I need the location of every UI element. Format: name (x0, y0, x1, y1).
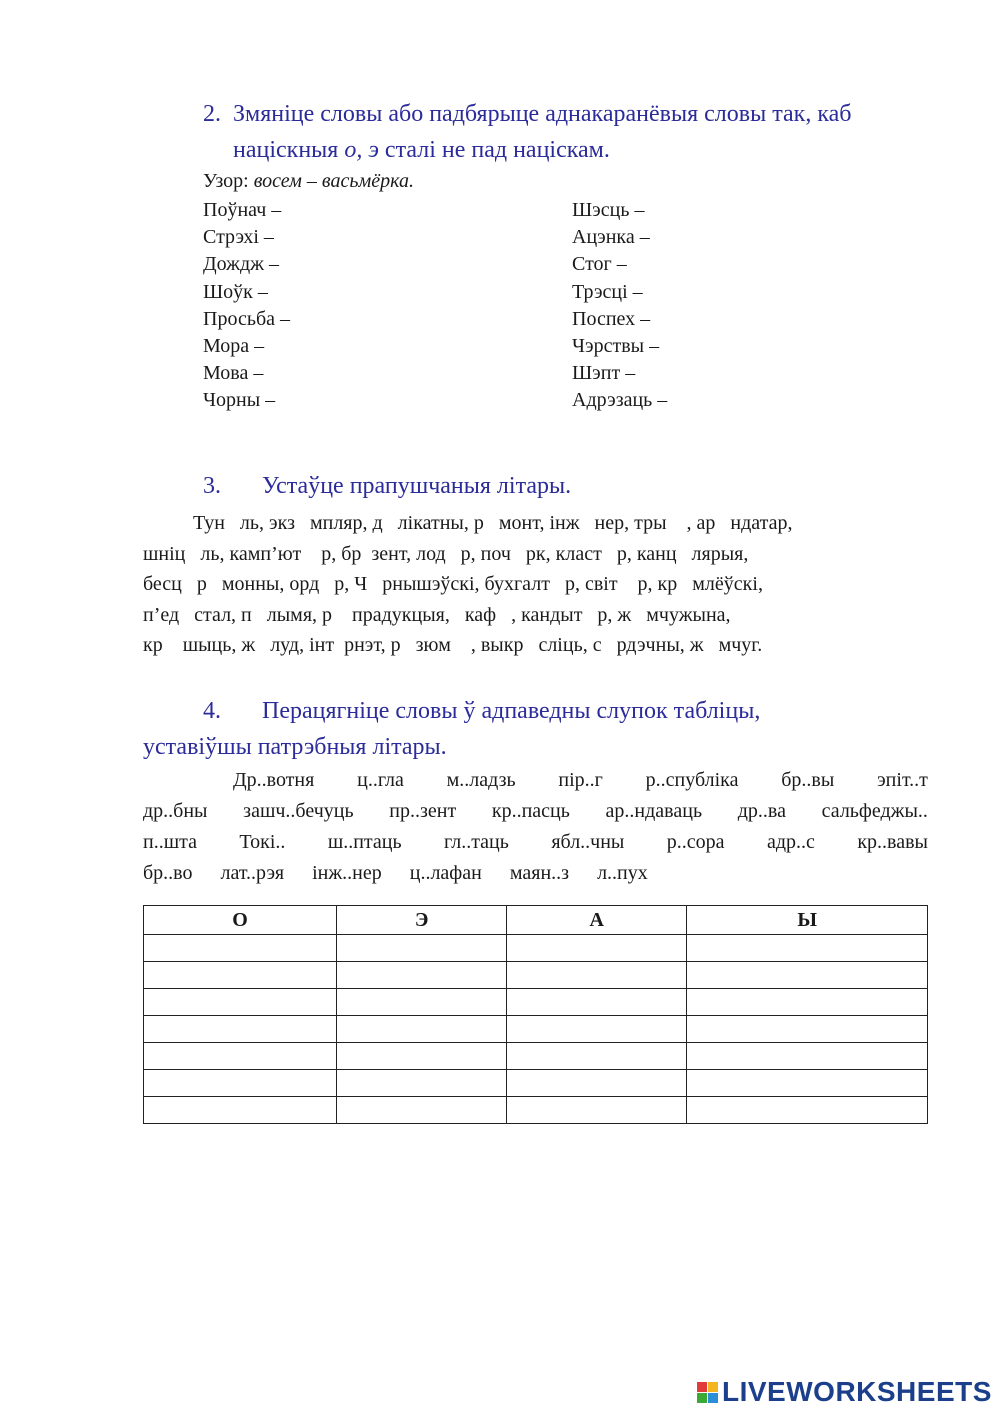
column-header: Э (337, 906, 507, 935)
task2-left-column (203, 197, 290, 415)
draggable-word[interactable]: бр..вы (781, 769, 835, 791)
task3-number: 3. (203, 473, 221, 499)
word-item: Шоўк – (203, 280, 268, 303)
drop-cell[interactable] (337, 989, 507, 1016)
logo-square (697, 1382, 707, 1392)
word-item: Стог – (572, 253, 627, 276)
task4-title-line1: Перацягніце словы ў адпаведны слупок табліцы, (262, 698, 761, 724)
draggable-word[interactable]: бр..во (143, 862, 193, 884)
draggable-word[interactable]: пр..зент (389, 800, 457, 822)
draggable-word[interactable]: сальфеджы.. (821, 800, 928, 822)
logo-square (708, 1382, 718, 1392)
drop-cell[interactable] (687, 1016, 928, 1043)
drop-cell[interactable] (337, 962, 507, 989)
drop-cell[interactable] (687, 1043, 928, 1070)
drop-cell[interactable] (144, 1070, 337, 1097)
pattern-value: восем – васьмёрка. (253, 170, 414, 192)
drop-cell[interactable] (337, 1016, 507, 1043)
task2-right-column (572, 197, 667, 415)
word-item: Адрэзаць – (572, 389, 668, 412)
word-item: Ацэнка – (572, 226, 650, 249)
word-line (143, 827, 928, 858)
draggable-word[interactable]: кр..пасць (491, 800, 570, 822)
task4-heading (143, 693, 943, 765)
word-item: Чорны – (203, 389, 276, 412)
word-item: Поўнач – (203, 199, 282, 221)
drop-cell[interactable] (507, 962, 687, 989)
drop-cell[interactable] (144, 989, 337, 1016)
drop-cell[interactable] (507, 989, 687, 1016)
draggable-word[interactable]: ц..гла (357, 769, 404, 791)
word-line (143, 796, 928, 827)
table-row (144, 1097, 928, 1124)
draggable-word[interactable]: гл..таць (444, 831, 509, 853)
drop-cell[interactable] (687, 962, 928, 989)
task2-title-line2-end: сталі не пад націскам. (378, 137, 610, 163)
task2-title-line1: Змяніце словы або падбярыце аднакаранёвыя словы так, каб (233, 101, 852, 127)
pattern-label: Узор: (203, 170, 254, 192)
draggable-word[interactable]: р..спубліка (645, 769, 739, 791)
drop-cell[interactable] (507, 1043, 687, 1070)
draggable-word[interactable]: лат..рэя (220, 862, 285, 884)
draggable-word[interactable]: др..ва (737, 800, 786, 822)
word-item: Стрэхі – (203, 226, 274, 249)
draggable-word[interactable]: ц..лафан (409, 862, 482, 884)
task4-number: 4. (203, 698, 221, 724)
task2-number: 2. (203, 101, 221, 127)
drop-cell[interactable] (144, 1043, 337, 1070)
task3-title: Устаўце прапушчаныя літары. (262, 473, 572, 499)
draggable-word[interactable]: зашч..бечуць (243, 800, 354, 822)
draggable-word[interactable]: м..ладзь (446, 769, 516, 791)
text-line: кр шыць, ж луд, інт рнэт, р зюм , выкр сліць, с рдэчны, ж мчуг. (143, 634, 763, 656)
draggable-word[interactable]: інж..нер (312, 862, 382, 884)
word-line (143, 765, 928, 796)
drop-cell[interactable] (507, 1016, 687, 1043)
drop-cell[interactable] (687, 935, 928, 962)
table-row (144, 989, 928, 1016)
word-line (143, 858, 928, 889)
draggable-word[interactable]: п..шта (143, 831, 197, 853)
draggable-word[interactable]: л..пух (597, 862, 648, 884)
draggable-word[interactable]: эпіт..т (877, 769, 928, 791)
task3-heading (203, 473, 571, 500)
draggable-word[interactable]: ябл..чны (551, 831, 625, 853)
liveworksheets-logo-icon (697, 1382, 718, 1403)
drop-cell[interactable] (337, 1043, 507, 1070)
draggable-word[interactable]: адр..с (766, 831, 815, 853)
task2-heading (203, 96, 943, 168)
draggable-word[interactable]: ар..ндаваць (605, 800, 703, 822)
draggable-word[interactable]: кр..вавы (857, 831, 928, 853)
word-item: Шэпт – (572, 362, 636, 385)
draggable-word[interactable]: пір..г (558, 769, 603, 791)
drop-cell[interactable] (144, 1016, 337, 1043)
column-header: Ы (687, 906, 928, 935)
draggable-word[interactable]: р..сора (666, 831, 725, 853)
text-line: Тун ль, экз мпляр, д лікатны, р монт, інж нер, тры , ар ндатар, (143, 512, 793, 534)
drop-cell[interactable] (507, 1070, 687, 1097)
word-item: Шэсць – (572, 199, 645, 221)
drop-cell[interactable] (144, 1097, 337, 1124)
text-line: п’ед стал, п лымя, р прадукцыя, каф , кандыт р, ж мчужына, (143, 603, 731, 626)
table-row (144, 1016, 928, 1043)
word-item: Поспех – (572, 307, 651, 330)
drop-cell[interactable] (144, 935, 337, 962)
column-header: О (144, 906, 337, 935)
drop-cell[interactable] (507, 1097, 687, 1124)
brand-name: LIVEWORKSHEETS (722, 1376, 992, 1407)
word-item: Просьба – (203, 307, 290, 330)
word-item: Трэсці – (572, 280, 643, 303)
drop-cell[interactable] (144, 962, 337, 989)
drop-cell[interactable] (337, 1070, 507, 1097)
column-header: А (507, 906, 687, 935)
logo-square (697, 1393, 707, 1403)
draggable-word[interactable]: ш..птаць (327, 831, 402, 853)
drop-cell[interactable] (337, 1097, 507, 1124)
draggable-word[interactable]: Токі.. (239, 831, 286, 853)
word-item: Мора – (203, 335, 265, 358)
logo-square (708, 1393, 718, 1403)
task4-title-line2: уставіўшы патрэбныя літары. (143, 734, 447, 760)
table-row (144, 1043, 928, 1070)
drop-cell[interactable] (687, 1070, 928, 1097)
sort-table (143, 905, 928, 1124)
draggable-word[interactable]: Др..вотня (233, 769, 315, 791)
task3-text (143, 508, 933, 661)
word-item: Мова – (203, 362, 264, 385)
word-item: Чэрствы – (572, 335, 660, 358)
task2-title-letters: о, э (344, 137, 379, 163)
drop-cell[interactable] (687, 1097, 928, 1124)
draggable-word[interactable]: др..бны (143, 800, 208, 822)
drop-cell[interactable] (507, 935, 687, 962)
table-row (144, 1070, 928, 1097)
table-row (144, 935, 928, 962)
task2-pattern (203, 170, 414, 193)
liveworksheets-brand (697, 1376, 992, 1408)
text-line: шніц ль, камп’ют р, бр зент, лод р, поч рк, класт р, канц лярыя, (143, 542, 749, 565)
table-row (144, 962, 928, 989)
draggable-word[interactable]: маян..з (509, 862, 570, 884)
text-line: бесц р монны, орд р, Ч рнышэўскі, бухгалт р, світ р, кр млёўскі, (143, 573, 763, 595)
drop-cell[interactable] (337, 935, 507, 962)
word-item: Дождж – (203, 253, 279, 276)
task2-title-line2-start: націскныя (233, 137, 345, 163)
task4-word-bank (143, 765, 928, 889)
drop-cell[interactable] (687, 989, 928, 1016)
